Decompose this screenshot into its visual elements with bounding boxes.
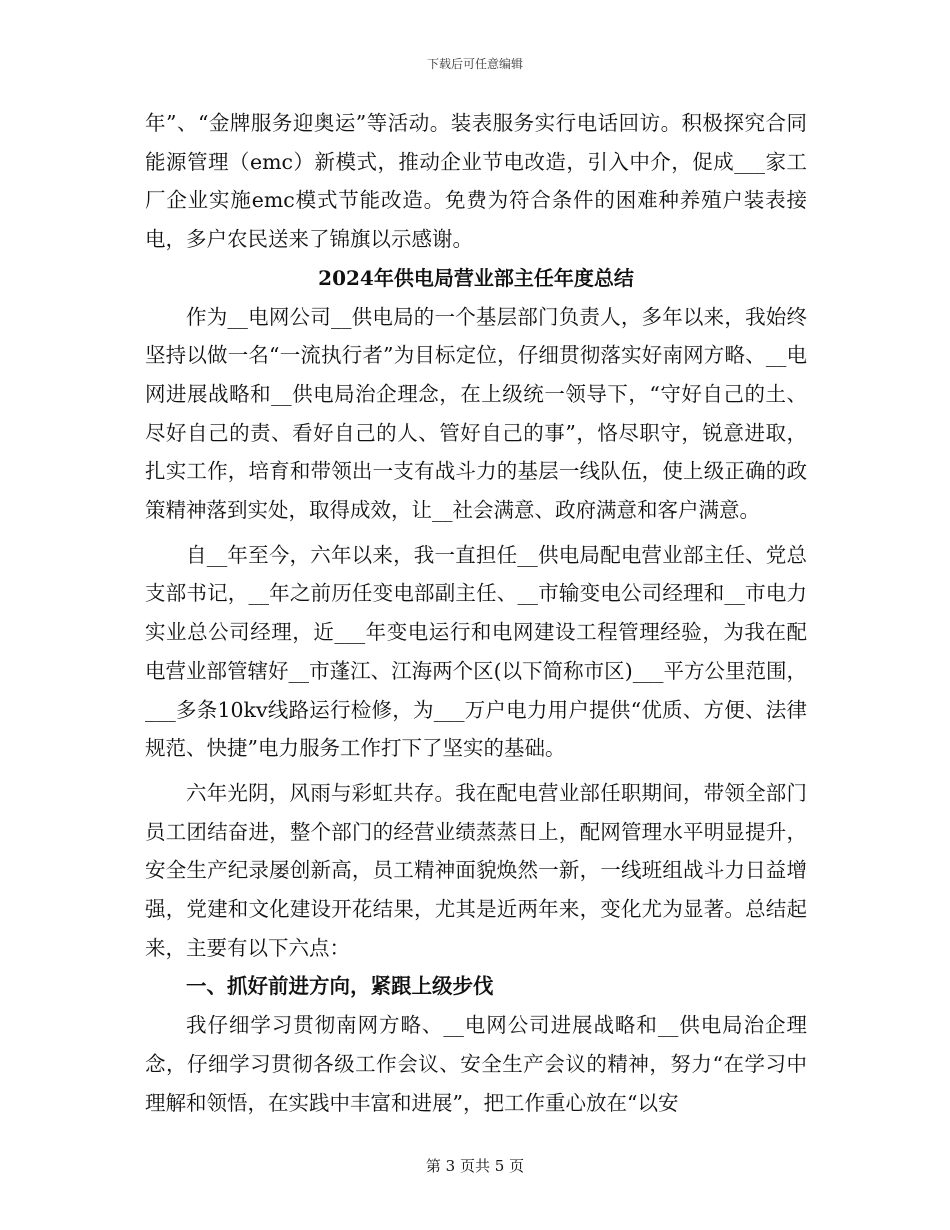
body-paragraph-2: 自__年至今，六年以来，我一直担任__供电局配电营业部主任、党总支部书记，__年之前历任变电部副主任、__市输变电公司经理和__市电力实业总公司经理，近___年变电运行和电网建设工程管理经验，为我在配电营业部管辖好__市蓬江、江海两个区(以下简称市区)___平方公里范围，___多条10kv线路运行检修，为___万户电力用户提供“优质、方便、法律规范、快捷”电力服务工作打下了坚实的基础。: [145, 542, 807, 761]
page-header: 下载后可任意编辑: [426, 57, 523, 71]
body-paragraph-1: 作为__电网公司__供电局的一个基层部门负责人，多年以来，我始终坚持以做一名“一流执行者”为目标定位，仔细贯彻落实好南网方略、__电网进展战略和__供电局治企理念，在上级统一领导下，“守好自己的土、尽好自己的责、看好自己的人、管好自己的事”，恪尽职守，锐意进取，扎实工作，培育和带领出一支有战斗力的基层一线队伍，使上级正确的政策精神落到实处，取得成效，让__社会满意、政府满意和客户满意。: [145, 304, 807, 523]
section-heading: 一、抓好前进方向，紧跟上级步伐: [186, 974, 494, 999]
body-paragraph-3: 六年光阴，风雨与彩虹共存。我在配电营业部任职期间，带领全部门员工团结奋进，整个部门的经营业绩蒸蒸日上，配网管理水平明显提升，安全生产纪录屡创新高，员工精神面貌焕然一新，一线班组战斗力日益增强，党建和文化建设开花结果，尤其是近两年来，变化尤为显著。总结起来，主要有以下六点：: [145, 780, 807, 960]
document-title: 2024年供电局营业部主任年度总结: [318, 265, 634, 290]
document-body: [145, 104, 807, 1122]
intro-paragraph: 年”、“金牌服务迎奥运”等活动。装表服务实行电话回访。积极探究合同能源管理（emc）新模式，推动企业节电改造，引入中介，促成___家工厂企业实施emc模式节能改造。免费为符合条件的困难种养殖户装表接电，多户农民送来了锦旗以示感谢。: [145, 111, 807, 252]
page-footer: 第 3 页共 5 页: [425, 1157, 525, 1175]
body-paragraph-4: 我仔细学习贯彻南网方略、__电网公司进展战略和__供电局治企理念，仔细学习贯彻各级工作会议、安全生产会议的精神，努力“在学习中理解和领悟，在实践中丰富和进展”，把工作重心放在“以安: [145, 1013, 807, 1115]
